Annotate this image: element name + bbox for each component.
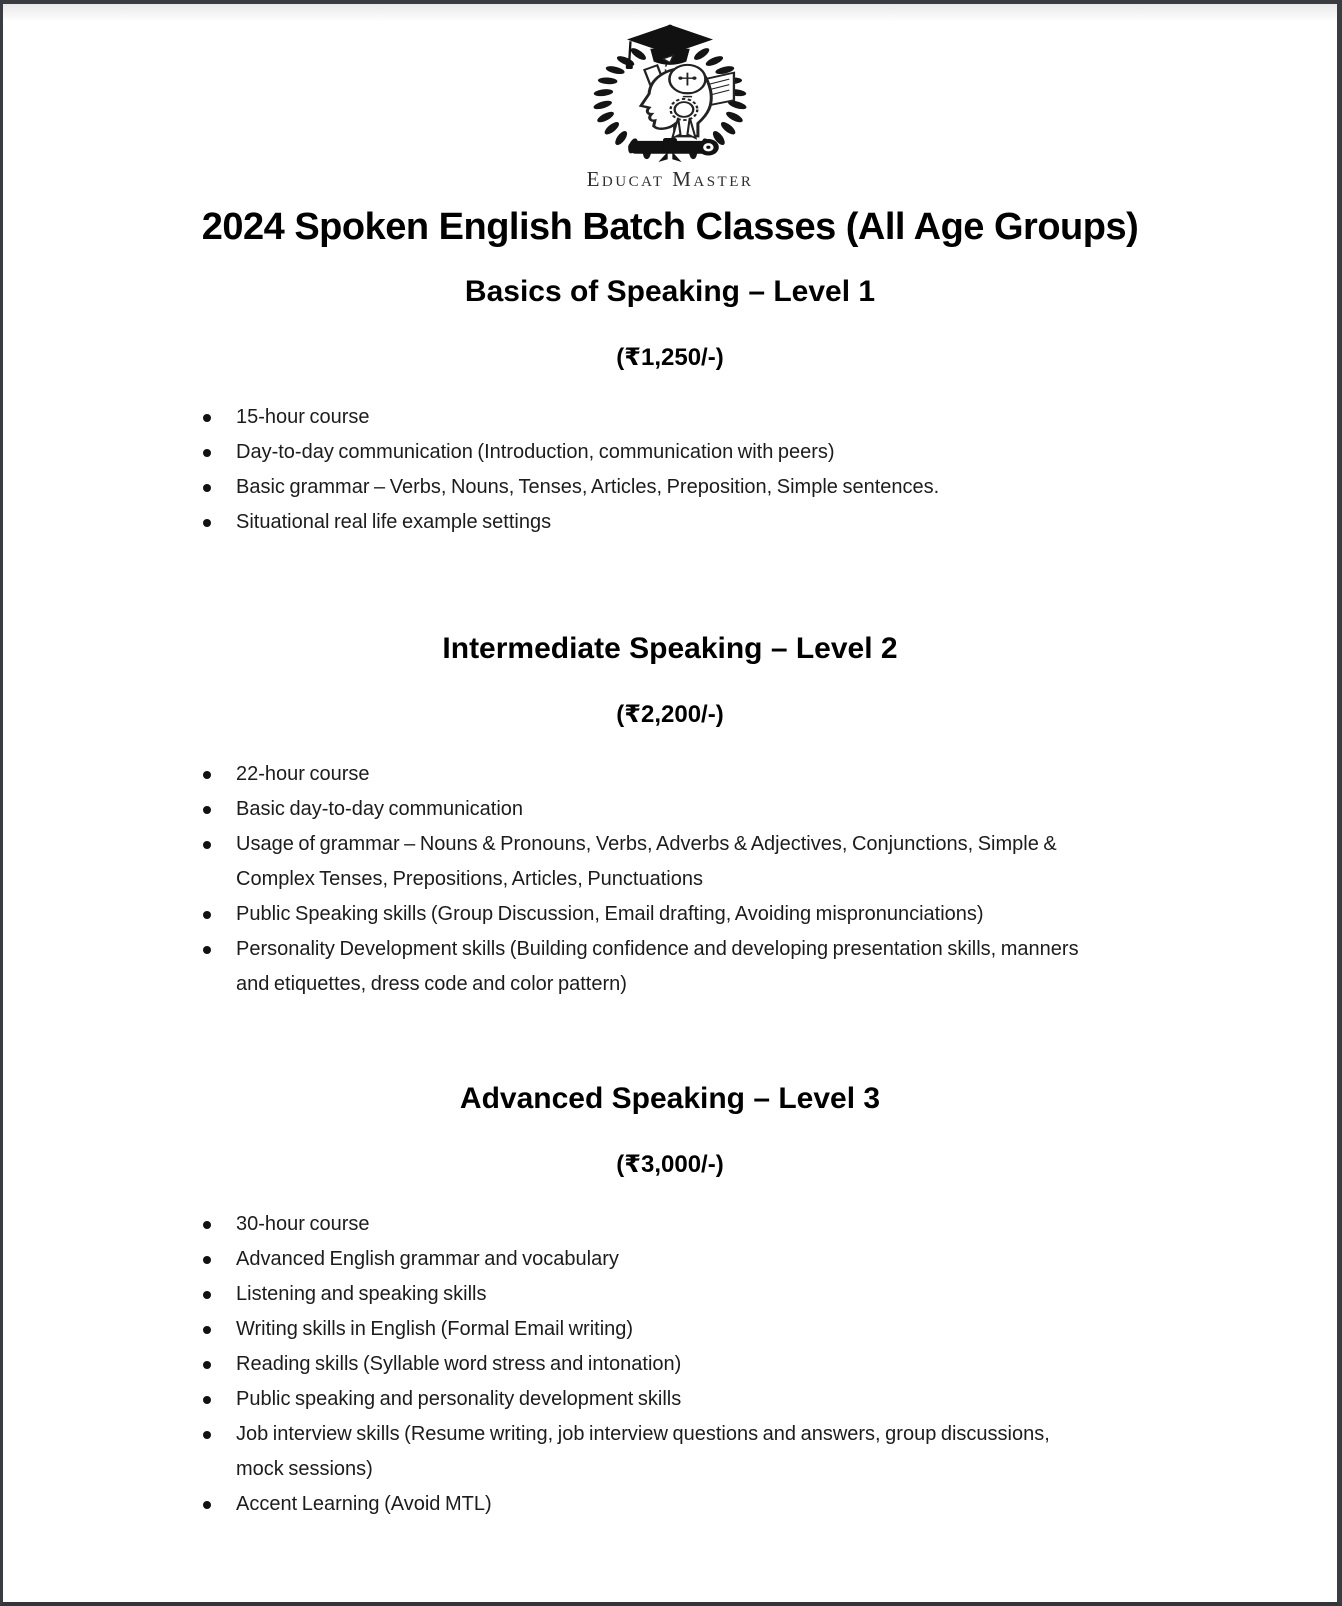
bullet-item: Reading skills (Syllable word stress and intonation) [201, 1347, 1081, 1382]
diploma-scroll-icon [628, 138, 719, 162]
section-price-level-1: (₹1,250/-) [616, 344, 724, 371]
bullet-list-level-1 [201, 400, 1081, 540]
bullet-item: Day-to-day communication (Introduction, communication with peers) [201, 435, 1081, 470]
bullet-item: 15-hour course [201, 400, 1081, 435]
bullet-item: Writing skills in English (Formal Email writing) [201, 1312, 1081, 1347]
bullet-item: Accent Learning (Avoid MTL) [201, 1487, 1081, 1522]
bullet-list-level-2 [201, 757, 1081, 1002]
bullet-item: 30-hour course [201, 1207, 1081, 1242]
bullet-item: Basic grammar – Verbs, Nouns, Tenses, Articles, Preposition, Simple sentences. [201, 470, 1081, 505]
section-price-level-2: (₹2,200/-) [616, 701, 724, 728]
bullet-item: Listening and speaking skills [201, 1277, 1081, 1312]
document-title: 2024 Spoken English Batch Classes (All Age Groups) [201, 206, 1139, 248]
bullet-item: Basic day-to-day communication [201, 792, 1081, 827]
section-heading-level-3: Advanced Speaking – Level 3 [459, 1082, 881, 1115]
logo-block [3, 22, 1337, 192]
section-price-level-3: (₹3,000/-) [616, 1151, 724, 1178]
bullet-item: Advanced English grammar and vocabulary [201, 1242, 1081, 1277]
section-heading-level-1: Basics of Speaking – Level 1 [464, 275, 876, 308]
section-level-2 [3, 632, 1337, 1002]
bullet-list-level-3 [201, 1207, 1081, 1522]
educat-master-logo-icon [577, 22, 763, 162]
section-level-3 [3, 1082, 1337, 1522]
section-level-1 [3, 275, 1337, 540]
bullet-item: Usage of grammar – Nouns & Pronouns, Verbs, Adverbs & Adjectives, Conjunctions, Simple & Complex Tenses, Prepositions, Articles, Punctuations [201, 827, 1081, 897]
bullet-item: Job interview skills (Resume writing, job interview questions and answers, group discussions, mock sessions) [201, 1417, 1081, 1487]
bullet-item: Situational real life example settings [201, 505, 1081, 540]
bullet-item: Public Speaking skills (Group Discussion, Email drafting, Avoiding mispronunciations) [201, 897, 1081, 932]
bullet-item: Personality Development skills (Building confidence and developing presentation skills, manners and etiquettes, dress code and color pattern) [201, 932, 1081, 1002]
logo-caption: Educat Master [586, 167, 754, 191]
section-heading-level-2: Intermediate Speaking – Level 2 [442, 632, 898, 665]
bullet-item: Public speaking and personality development skills [201, 1382, 1081, 1417]
bullet-item: 22-hour course [201, 757, 1081, 792]
